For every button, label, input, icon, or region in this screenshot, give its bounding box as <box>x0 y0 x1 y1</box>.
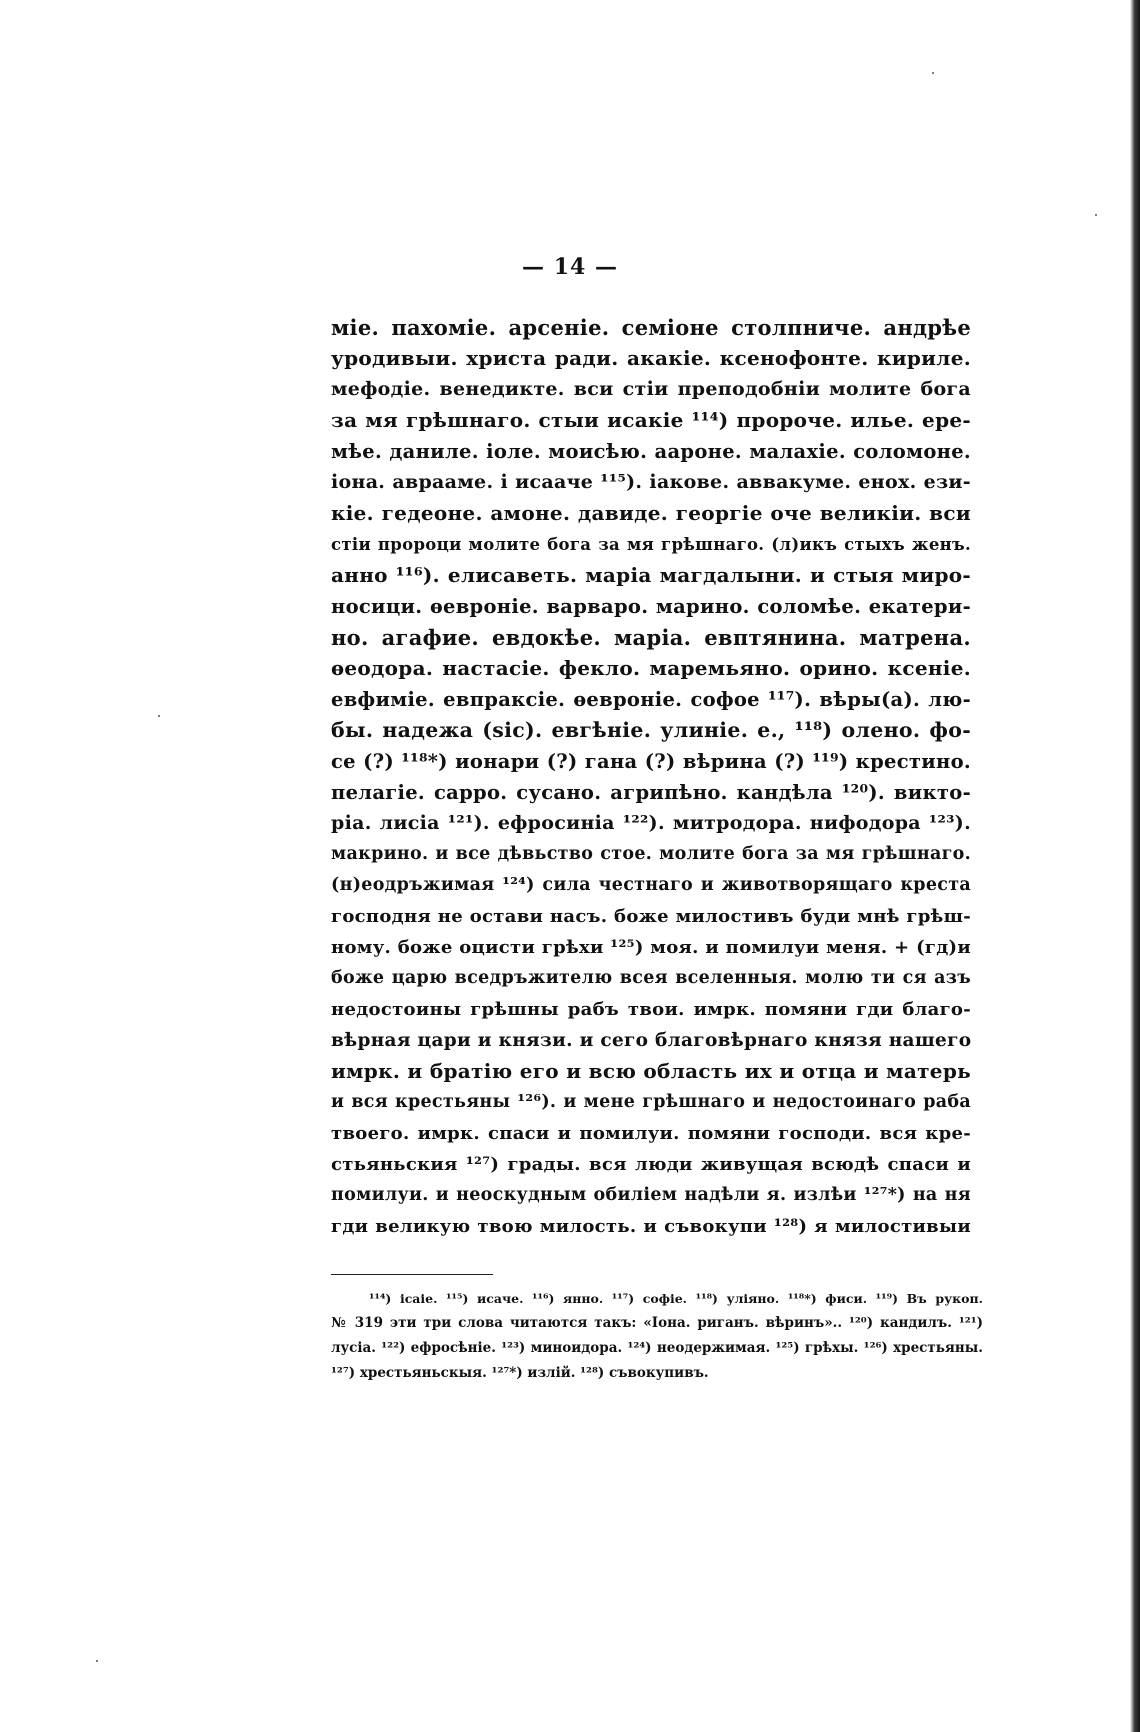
text-line: твоего. имрк. спаси и помилуи. помяни господи. вся кре- <box>331 1123 971 1144</box>
text-line: стіи пророци молите бога за мя грѣшнаго. (л)икъ стыхъ женъ. <box>331 535 971 554</box>
paper-speck <box>96 1660 98 1662</box>
text-line: и вся крестьяны ¹²⁶). и мене грѣшнаго и недостоинаго раба <box>331 1092 971 1112</box>
text-line: мефодіе. венедикте. вси стіи преподобніи молите бога <box>331 378 971 400</box>
text-line: носици. ѳевроніе. варваро. марино. соломѣе. екатери- <box>331 595 971 618</box>
text-line: ному. боже оцисти грѣхи ¹²⁵) моя. и помилуи меня. + (гд)и <box>331 937 971 958</box>
text-line: имрк. и братію его и всю область их и отца и матерь <box>331 1059 971 1083</box>
text-line: іона. авраамe. і исааче ¹¹⁵). іакове. аввакуме. енох. ези- <box>331 471 971 493</box>
main-text <box>331 312 971 1242</box>
footnote-line: ¹¹⁴) ісаіе. ¹¹⁵) исаче. ¹¹⁶) янно. ¹¹⁷) софіе. ¹¹⁸) уліяно. ¹¹⁸*) фиси. ¹¹⁹) Въ рукоп. <box>369 1291 983 1306</box>
text-line: стьяньския ¹²⁷) грады. вся люди живущая всюдѣ спаси и <box>331 1154 971 1175</box>
text-line: макрино. и все дѣвьство стое. молите бога за мя грѣшнаго. <box>331 844 971 864</box>
text-line: ріа. лисіа ¹²¹). ефросиніа ¹²²). митродора. нифодора ¹²³). <box>331 812 971 834</box>
text-line: мѣе. даниле. іоле. моисѣю. аароне. малахіе. соломоне. <box>331 440 971 463</box>
text-line: евфиміе. евпраксіе. ѳевроніе. софое ¹¹⁷). вѣры(а). лю- <box>331 688 971 711</box>
text-line: пелагіе. сарро. сусано. агрипѣно. кандѣла ¹²⁰). викто- <box>331 781 971 804</box>
footnote-separator <box>331 1274 493 1275</box>
text-line: боже царю вседръжителю всея вселенныя. молю ти ся азъ <box>331 968 971 988</box>
text-line: уродивыи. христа ради. акакіе. ксенофонте. кириле. <box>331 346 971 370</box>
text-line: за мя грѣшнаго. стыи исакіе ¹¹⁴) пророче. илье. ере- <box>331 408 971 432</box>
text-line: недостоины грѣшны рабъ твои. имрк. помяни гди благо- <box>331 999 971 1020</box>
text-line: (н)еодръжимая ¹²⁴) сила честнаго и животворящаго креста <box>331 875 971 895</box>
page-number: — 14 — <box>522 254 618 280</box>
text-line: ѳеодора. настасіе. фекло. маремьяно. орино. ксеніе. <box>331 656 971 680</box>
text-line: анно ¹¹⁶). елисаветь. маріа магдалыни. и стыя миро- <box>331 563 971 587</box>
text-line: се (?) ¹¹⁸*) ионари (?) гана (?) вѣрина (?) ¹¹⁹) крестино. <box>331 750 971 773</box>
footnote-line: № 319 эти три слова читаются такъ: «Іона. риганъ. вѣринъ».. ¹²⁰) кандилъ. ¹²¹) <box>331 1315 983 1331</box>
footnote-line: лусіа. ¹²²) ефросѣніе. ¹²³) миноидора. ¹²⁴) неодержимая. ¹²⁵) грѣхы. ¹²⁶) хрестьяны. <box>331 1340 983 1356</box>
footnote-line: ¹²⁷) хрестьяньскыя. ¹²⁷*) излій. ¹²⁸) съвокупивъ. <box>331 1365 709 1381</box>
text-line: кіе. гедеоне. амоне. давиде. георгіе оче великіи. вси <box>331 501 971 525</box>
text-line: господня не остави насъ. боже милостивъ буди мнѣ грѣш- <box>331 906 971 927</box>
paper-speck <box>932 72 934 74</box>
text-line: бы. надежа (sic). евгѣніе. улиніе. е., ¹¹⁸) олено. фо- <box>331 718 971 742</box>
paper-speck <box>1095 214 1097 216</box>
text-line: но. агафие. евдокѣе. маріа. евптянина. матрена. <box>331 625 971 650</box>
text-line: помилуи. и неоскудным обиліем надѣли я. излѣи ¹²⁷*) на ня <box>331 1185 971 1205</box>
footnotes <box>331 1286 983 1386</box>
text-line: гди великую твою милость. и съвокупи ¹²⁸) я милостивыи <box>331 1216 971 1237</box>
paper-speck <box>158 715 160 717</box>
text-line: міе. пахоміе. арсеніе. семіоне столпниче. андрѣе <box>331 315 971 340</box>
text-line: вѣрная цари и князи. и сего благовѣрнаго князя нашего <box>331 1030 972 1051</box>
